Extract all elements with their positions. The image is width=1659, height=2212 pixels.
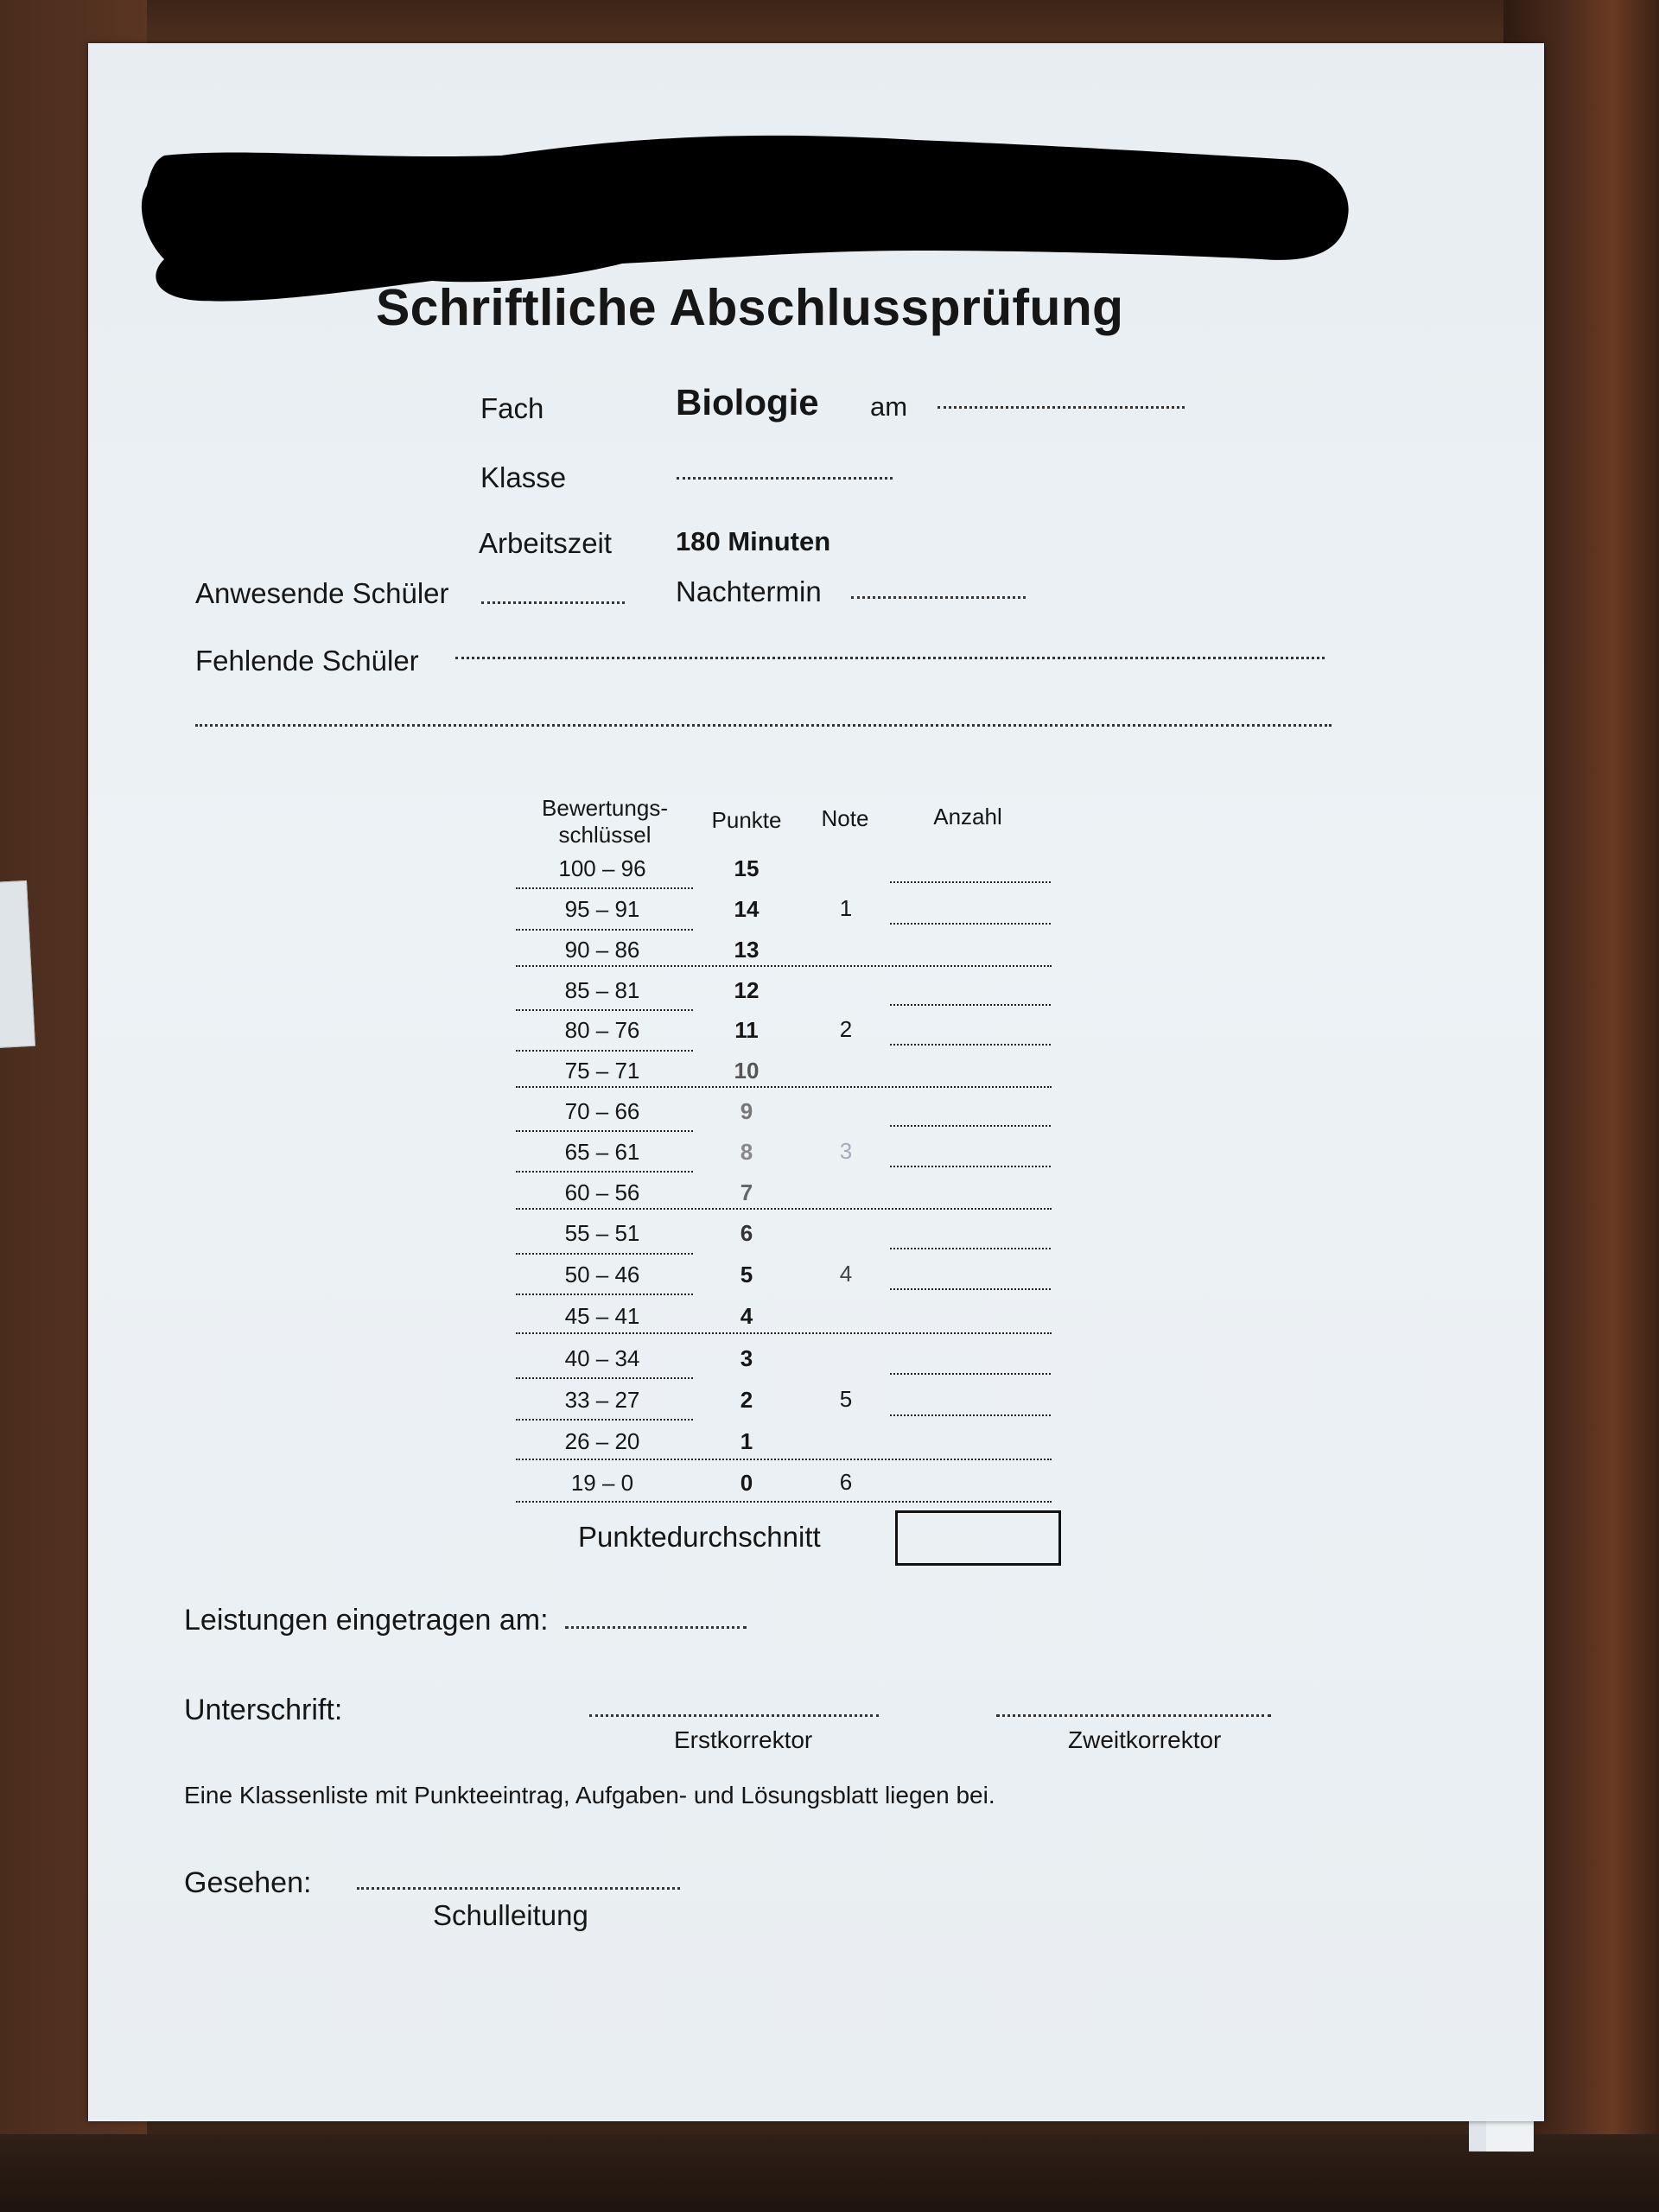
anzahl-field [890,1373,1051,1375]
anzahl-field [890,1125,1051,1127]
row-divider [516,1171,693,1173]
arbeitszeit-label: Arbeitszeit [479,527,613,559]
row-divider [516,1377,693,1379]
range-cell: 100 – 96 [558,855,646,881]
range-cell: 75 – 71 [564,1058,640,1084]
row-divider [516,1130,693,1132]
anzahl-field [890,1044,1051,1046]
fach-label: Fach [480,392,544,424]
grade-group-divider [516,1086,1052,1088]
fach-value: Biologie [676,382,819,423]
klasse-field [677,477,893,480]
unterschrift-label: Unterschrift: [184,1694,343,1726]
anzahl-field [890,923,1051,925]
punktedurchschnitt-label: Punktedurchschnitt [578,1521,821,1553]
fehlende-field-line-2 [195,724,1332,727]
points-cell: 0 [740,1470,753,1496]
points-cell: 10 [734,1058,760,1084]
row-divider [516,1294,693,1295]
range-cell: 45 – 41 [564,1303,640,1329]
klasse-label: Klasse [480,461,567,493]
header-bewertung-line-2: schlüssel [558,822,652,848]
fehlende-label: Fehlende Schüler [195,645,419,677]
grade-cell: 3 [839,1138,853,1164]
range-cell: 40 – 34 [564,1345,640,1371]
points-cell: 9 [740,1098,753,1124]
anzahl-field [890,1166,1051,1167]
page-title: Schriftliche Abschlussprüfung [376,279,1124,336]
gesehen-label: Gesehen: [184,1866,312,1899]
points-cell: 13 [734,937,760,963]
grade-cell: 5 [839,1386,853,1412]
range-cell: 70 – 66 [564,1098,640,1124]
anwesende-field [481,601,625,604]
row-divider [516,1419,693,1421]
punktedurchschnitt-box[interactable] [895,1510,1061,1566]
erstkorrektor-label: Erstkorrektor [674,1726,813,1753]
schulleitung-signature-line [357,1887,680,1890]
fehlende-field [455,657,1325,659]
anzahl-field [890,881,1051,883]
row-divider [516,929,693,931]
grade-group-divider [516,1459,1052,1460]
header-anzahl: Anzahl [933,804,1002,830]
grade-group-divider [516,1332,1052,1334]
row-divider [516,1253,693,1255]
range-cell: 95 – 91 [564,896,640,922]
enclosure-note: Eine Klassenliste mit Punkteeintrag, Aufgaben- und Lösungsblatt liegen bei. [184,1782,995,1808]
points-cell: 14 [734,896,760,922]
points-cell: 1 [740,1428,753,1454]
points-cell: 2 [740,1387,753,1413]
exam-sheet [88,43,1544,2121]
zweitkorrektor-signature-line [996,1714,1271,1717]
leistungen-label: Leistungen eingetragen am: [184,1604,549,1637]
table-bottom-divider [516,1501,1052,1503]
anzahl-field [890,1248,1051,1249]
header-punkte: Punkte [711,807,782,833]
range-cell: 55 – 51 [564,1220,640,1246]
points-cell: 7 [740,1179,753,1205]
schulleitung-label: Schulleitung [433,1899,588,1931]
points-cell: 6 [740,1220,753,1246]
range-cell: 65 – 61 [564,1139,640,1165]
row-divider [516,1009,693,1011]
range-cell: 50 – 46 [564,1262,640,1287]
grade-cell: 6 [839,1469,853,1495]
photo-background-bottom [0,2134,1659,2212]
date-field [938,406,1185,409]
grade-group-divider [516,965,1052,967]
header-note: Note [821,805,869,831]
erstkorrektor-signature-line [589,1714,879,1717]
range-cell: 80 – 76 [564,1017,640,1043]
header-bewertung-line-1: Bewertungs- [542,795,668,821]
grade-cell: 4 [839,1261,853,1287]
grade-cell: 2 [839,1016,853,1042]
row-divider [516,887,693,889]
anwesende-label: Anwesende Schüler [195,577,449,609]
nachtermin-field [851,596,1026,599]
points-cell: 3 [740,1345,753,1371]
header-bewertungsschluessel [518,795,691,849]
range-cell: 85 – 81 [564,977,640,1003]
grade-cell: 1 [839,895,853,921]
range-cell: 19 – 0 [570,1470,634,1496]
range-cell: 26 – 20 [564,1428,640,1454]
leistungen-date-field [565,1626,747,1629]
points-cell: 5 [740,1262,753,1287]
row-divider [516,1050,693,1052]
arbeitszeit-value: 180 Minuten [676,526,831,556]
points-cell: 11 [734,1017,759,1043]
points-cell: 12 [734,977,760,1003]
anzahl-field [890,1288,1051,1290]
zweitkorrektor-label: Zweitkorrektor [1068,1726,1222,1753]
anzahl-field [890,1414,1051,1416]
range-cell: 60 – 56 [564,1179,640,1205]
points-cell: 15 [734,855,760,881]
anzahl-field [890,1004,1051,1006]
points-cell: 8 [740,1139,753,1165]
range-cell: 33 – 27 [564,1387,640,1413]
nachtermin-label: Nachtermin [676,575,822,607]
points-cell: 4 [740,1303,753,1329]
range-cell: 90 – 86 [564,937,640,963]
grade-group-divider [516,1208,1052,1210]
am-label: am [870,391,908,422]
